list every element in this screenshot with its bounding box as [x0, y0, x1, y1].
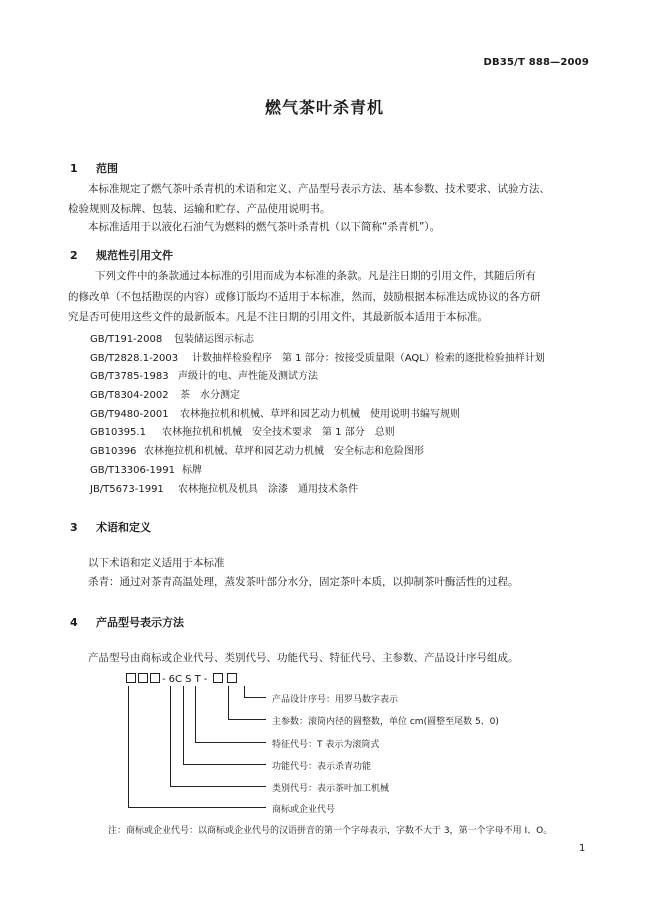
leader-line — [183, 764, 266, 765]
reference-item — [90, 480, 358, 495]
diagram-label: 特征代号：T 表示为滚筒式 — [272, 740, 380, 750]
reference-title: 标牌 — [182, 465, 202, 476]
leader-line — [228, 686, 229, 719]
reference-item — [90, 405, 460, 420]
reference-item — [90, 386, 240, 401]
reference-item — [90, 330, 254, 345]
reference-title: 茶 水分测定 — [180, 390, 240, 401]
diagram-label: 商标或企业代号 — [272, 805, 336, 815]
model-dash: - — [162, 674, 166, 685]
brand-code-box — [126, 673, 136, 683]
reference-code: GB/T13306-1991 — [90, 465, 175, 476]
leader-line — [128, 686, 129, 807]
section-title: 产品型号表示方法 — [96, 616, 184, 629]
section-number: 2 — [70, 249, 78, 262]
section-1-para1-line1: 本标准规定了燃气茶叶杀青机的术语和定义、产品型号表示方法、基本参数、技术要求、试验方法、 — [88, 183, 550, 195]
diagram-label: 功能代号：表示杀青功能 — [272, 762, 372, 772]
diagram-label: 类别代号：表示茶叶加工机械 — [272, 784, 390, 794]
section-3-heading — [70, 519, 151, 535]
section-number: 4 — [70, 616, 78, 629]
reference-title: 计数抽样检验程序 第 1 部分：按接受质量限（AQL）检索的逐批检验抽样计划 — [192, 353, 545, 364]
section-1-para2: 本标准适用于以液化石油气为燃料的燃气茶叶杀青机（以下简称“杀青机”）。 — [88, 221, 441, 233]
section-4-heading — [70, 614, 184, 630]
section-3-para2: 杀青：通过对茶青高温处理，蒸发茶叶部分水分，固定茶叶本质，以抑制茶叶酶活性的过程。 — [88, 576, 519, 588]
leader-line — [195, 742, 266, 743]
reference-title: 农林拖拉机和机械 安全技术要求 第 1 部分 总则 — [162, 427, 395, 438]
reference-code: GB/T8304-2002 — [90, 390, 169, 401]
reference-code: JB/T5673-1991 — [90, 484, 164, 495]
reference-item — [90, 461, 202, 476]
reference-code: GB/T9480-2001 — [90, 409, 169, 420]
section-number: 1 — [70, 162, 78, 175]
section-1-heading — [70, 160, 118, 176]
model-code-letters: 6C S T — [168, 674, 201, 685]
reference-code: GB10395.1 — [90, 427, 146, 438]
section-2-heading — [70, 247, 173, 263]
section-4-para: 产品型号由商标或企业代号、类别代号、功能代号、特征代号、主参数、产品设计序号组成。 — [88, 652, 519, 664]
brand-code-box — [138, 673, 148, 683]
document-title: 燃气茶叶杀青机 — [264, 98, 384, 117]
standard-code: DB35/T 888—2009 — [483, 57, 589, 68]
diagram-label: 主参数：滚筒内径的圆整数，单位 cm(圆整至尾数 5、0) — [272, 717, 499, 727]
section-title: 范围 — [96, 162, 118, 175]
reference-code: GB/T3785-1983 — [90, 371, 169, 382]
reference-code: GB/T191-2008 — [90, 334, 163, 345]
leader-line — [244, 686, 245, 697]
leader-line — [228, 719, 266, 720]
reference-item — [90, 442, 424, 457]
section-title: 术语和定义 — [96, 521, 151, 534]
section-1-para1-line2: 检验规则及标牌、包装、运输和贮存、产品使用说明书。 — [68, 203, 331, 215]
reference-item — [90, 423, 395, 438]
section-2-para-line2: 的修改单（不包括勘误的内容）或修订版均不适用于本标准，然而，鼓励根据本标准达成协议的各方研 — [68, 291, 541, 303]
section-title: 规范性引用文件 — [96, 249, 173, 262]
section-2-para-line1: 下列文件中的条款通过本标准的引用而成为本标准的条款。凡是注日期的引用文件，其随后所有 — [95, 270, 536, 282]
reference-title: 农林拖拉机及机具 涂漆 通用技术条件 — [178, 484, 358, 495]
model-note: 注：商标或企业代号：以商标或企业代号的汉语拼音的第一个字母表示，字数不大于 3，第一个字母不用 I、O。 — [108, 826, 553, 836]
reference-title: 声级计的电、声性能及测试方法 — [178, 371, 318, 382]
leader-line — [128, 807, 266, 808]
leader-line — [244, 697, 266, 698]
model-code — [126, 673, 239, 685]
reference-title: 农林拖拉机和机械、草坪和园艺动力机械 安全标志和危险图形 — [144, 446, 424, 457]
reference-item — [90, 367, 318, 382]
brand-code-box — [150, 673, 160, 683]
reference-code: GB10396 — [90, 446, 137, 457]
reference-code: GB/T2828.1-2003 — [90, 353, 179, 364]
leader-line — [170, 786, 266, 787]
main-param-box — [213, 673, 223, 683]
leader-line — [183, 686, 184, 764]
diagram-label: 产品设计序号：用罗马数字表示 — [272, 695, 399, 705]
leader-line — [195, 686, 196, 742]
page-number: 1 — [579, 843, 586, 854]
section-number: 3 — [70, 521, 78, 534]
reference-title: 农林拖拉机和机械、草坪和园艺动力机械 使用说明书编写规则 — [180, 409, 460, 420]
reference-item — [90, 349, 545, 364]
design-seq-box — [227, 673, 237, 683]
model-dash: - — [203, 674, 208, 685]
section-3-para1: 以下术语和定义适用于本标准 — [88, 557, 225, 569]
section-2-para-line3: 究是否可使用这些文件的最新版本。凡是不注日期的引用文件，其最新版本适用于本标准。 — [68, 311, 488, 323]
leader-line — [170, 686, 171, 786]
reference-title: 包装储运图示标志 — [174, 334, 254, 345]
